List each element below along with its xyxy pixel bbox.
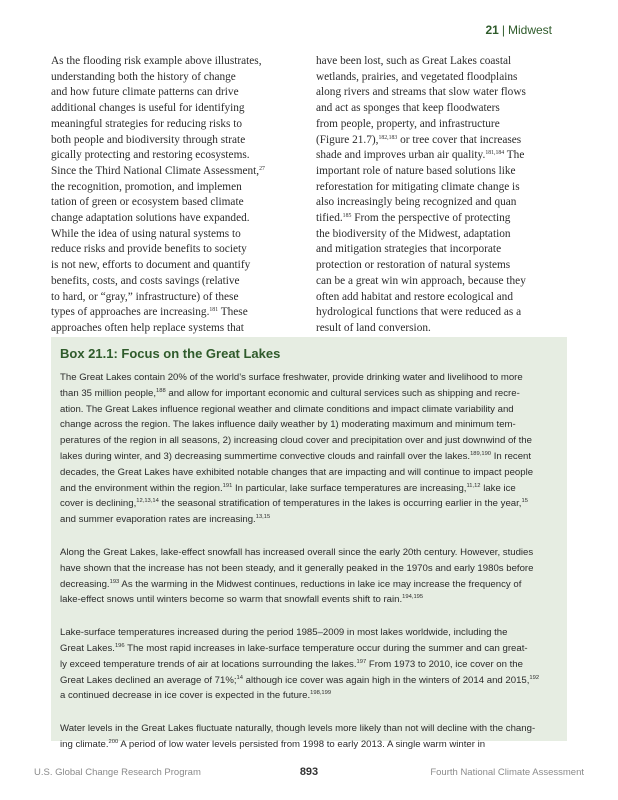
text-line: While the idea of using natural systems to <box>51 227 241 240</box>
text-line: gically protecting and restoring ecosystems. <box>51 149 250 162</box>
footer-publisher: U.S. Global Change Research Program <box>34 767 201 778</box>
box-line: lake-effect snows until winters become so warm that snowfall events shift to rain.$^{194,195}$ <box>60 594 424 606</box>
text-line: additional changes is useful for identifying <box>51 102 245 115</box>
running-header <box>486 22 553 38</box>
text-line: the biodiversity of the Midwest, adaptation <box>316 227 511 240</box>
text-line: hydrological functions that were reduced as a <box>316 306 522 319</box>
text-line: Since the Third National Climate Assessment,$^{27}$ <box>51 164 265 177</box>
citation-superscript: 15 <box>521 498 528 505</box>
box-paragraph <box>60 370 560 528</box>
text-line: types of approaches are increasing.$^{181}$ These <box>51 306 248 319</box>
right-text-column <box>316 54 562 337</box>
text-line: reduce risks and provide benefits to society <box>51 243 247 256</box>
box-line: peratures of the region in all seasons, 2) increasing cloud cover and precipitation over and just downwind of the <box>60 435 532 447</box>
great-lakes-box <box>51 337 567 750</box>
citation-superscript: 193 <box>109 578 120 585</box>
text-line: reforestation for mitigating climate change is <box>316 180 520 193</box>
text-line: (Figure 21.7),$^{182,183}$ or tree cover that increases <box>316 133 522 146</box>
box-line: Great Lakes declined an average of 71%;$^{14}$ although ice cover was again high in the winters of 2014 and 2015,$^{192}$ <box>60 674 540 686</box>
citation-superscript: 188 <box>156 387 166 394</box>
text-line: understanding both the history of change <box>51 70 236 83</box>
citation-superscript: 200 <box>108 738 119 745</box>
citation-superscript: 12,13,14 <box>136 498 159 505</box>
box-line: a continued decrease in ice cover is expected in the future.$^{198,199}$ <box>60 690 332 702</box>
citation-superscript: 194,195 <box>402 594 424 601</box>
box-line: The Great Lakes contain 20% of the world’s surface freshwater, provide drinking water and livelihood to more <box>60 372 523 383</box>
citation-superscript: 197 <box>356 658 367 665</box>
box-line: change across the region. The lakes influence daily weather by 1) moderating maximum and minimum tem- <box>60 419 516 431</box>
text-line: wetlands, prairies, and vegetated floodplains <box>316 70 518 83</box>
region-name: Midwest <box>507 23 552 37</box>
text-line: the recognition, promotion, and implemen <box>51 180 242 193</box>
citation-superscript: 182,183 <box>378 134 398 141</box>
chapter-number: 21 <box>485 23 499 37</box>
text-line: tified.$^{185}$ From the perspective of protecting <box>316 212 511 225</box>
text-line: along rivers and streams that slow water flows <box>316 86 526 99</box>
box-line: ing climate.$^{200}$ A period of low water levels persisted from 1998 to early 2013. A single warm winter in <box>60 738 486 750</box>
box-line: and summer evaporation rates are increasing.$^{13,15}$ <box>60 514 271 526</box>
citation-superscript: 191 <box>222 482 233 489</box>
text-line: and mitigation strategies that incorporate <box>316 243 502 256</box>
box-paragraph <box>60 625 560 704</box>
box-line: Along the Great Lakes, lake-effect snowfall has increased overall since the early 20th century. However, studies <box>60 546 534 558</box>
text-line: can be a great win win approach, because they <box>316 274 526 287</box>
citation-superscript: 181 <box>209 307 219 314</box>
box-line: Water levels in the Great Lakes fluctuate naturally, though levels more likely than not will decline with the chang- <box>60 723 536 735</box>
text-line: to hard, or “gray,” infrastructure) of these <box>51 290 239 303</box>
box-line: than 35 million people,$^{188}$ and allow for important economic and cultural services such as shipping and recre- <box>60 387 520 399</box>
page-footer <box>34 767 584 781</box>
footer-report-title: Fourth National Climate Assessment <box>430 767 584 778</box>
text-line: shade and improves urban air quality.$^{181,184}$ The <box>316 149 525 162</box>
citation-superscript: 14 <box>236 674 243 681</box>
text-line: both people and biodiversity through strate <box>51 133 246 146</box>
citation-superscript: 11,12 <box>466 482 481 489</box>
text-line: protection or restoration of natural systems <box>316 259 511 272</box>
citation-superscript: 189,190 <box>470 450 492 457</box>
box-line: Great Lakes.$^{196}$ The most rapid increases in lake-surface temperature occur during the summer and can great- <box>60 642 528 654</box>
text-line: benefits, costs, and costs savings (relative <box>51 274 240 287</box>
box-line: ly exceed temperature trends of air at locations surrounding the lakes.$^{197}$ From 1973 to 2010, ice cover on the <box>60 658 523 670</box>
text-line: and how future climate patterns can drive <box>51 86 239 99</box>
text-line: and act as sponges that keep floodwaters <box>316 102 500 115</box>
citation-superscript: 185 <box>342 213 352 220</box>
text-line: often add habitat and restore ecological and <box>316 290 513 303</box>
box-paragraph <box>60 721 560 753</box>
text-line: also increasingly being recognized and quan <box>316 196 517 209</box>
page-number: 893 <box>299 766 319 778</box>
box-body <box>60 370 560 770</box>
citation-superscript: 27 <box>259 165 265 172</box>
box-line: Lake-surface temperatures increased during the period 1985–2009 in most lakes worldwide, including the <box>60 627 508 639</box>
left-text-column <box>51 54 296 337</box>
text-line: As the flooding risk example above illustrates, <box>51 55 262 67</box>
citation-superscript: 181,184 <box>485 150 505 157</box>
box-line: decreasing.$^{193}$ As the warming in the Midwest continues, reductions in lake ice may increase the frequency of <box>60 578 522 590</box>
box-line: lakes during winter, and 3) decreasing summertime convective clouds and rainfall over the lakes.$^{189,190}$ In recent <box>60 450 532 462</box>
box-line: ation. The Great Lakes influence regional weather and climate conditions and impact climate variability and <box>60 403 514 415</box>
citation-superscript: 13,15 <box>255 514 271 521</box>
box-line: and the environment within the region.$^{191}$ In particular, lake surface temperatures are increasing,$^{11,12}$ lake ice <box>60 482 516 494</box>
text-line: tation of green or ecosystem based climate <box>51 196 244 209</box>
citation-superscript: 198,199 <box>310 690 332 697</box>
text-line: from people, property, and infrastructure <box>316 117 500 130</box>
text-line: approaches often help replace systems that <box>51 321 244 334</box>
box-line: decades, the Great Lakes have exhibited notable changes that are impacting and will continue to impact people <box>60 466 534 478</box>
text-line: meaningful strategies for reducing risks to <box>51 117 243 130</box>
box-line: cover is declining,$^{12,13,14}$ the seasonal stratification of temperatures in the lakes is occurring earlier in the year,$^{15}$ <box>60 498 528 510</box>
box-line: have shown that the increase has not been steady, and it generally peaked in the 1970s and early 1980s before <box>60 562 534 574</box>
text-line: result of land conversion. <box>316 321 431 334</box>
header-separator: | <box>501 23 505 37</box>
citation-superscript: 192 <box>529 674 540 681</box>
box-title: Box 21.1: Focus on the Great Lakes <box>60 346 281 361</box>
text-line: change adaptation solutions have expanded. <box>51 212 250 225</box>
box-paragraph <box>60 545 560 608</box>
text-line: important role of nature based solutions like <box>316 164 516 177</box>
text-line: have been lost, such as Great Lakes coastal <box>316 55 512 67</box>
text-line: is not new, efforts to document and quantify <box>51 259 251 272</box>
citation-superscript: 196 <box>114 642 125 649</box>
